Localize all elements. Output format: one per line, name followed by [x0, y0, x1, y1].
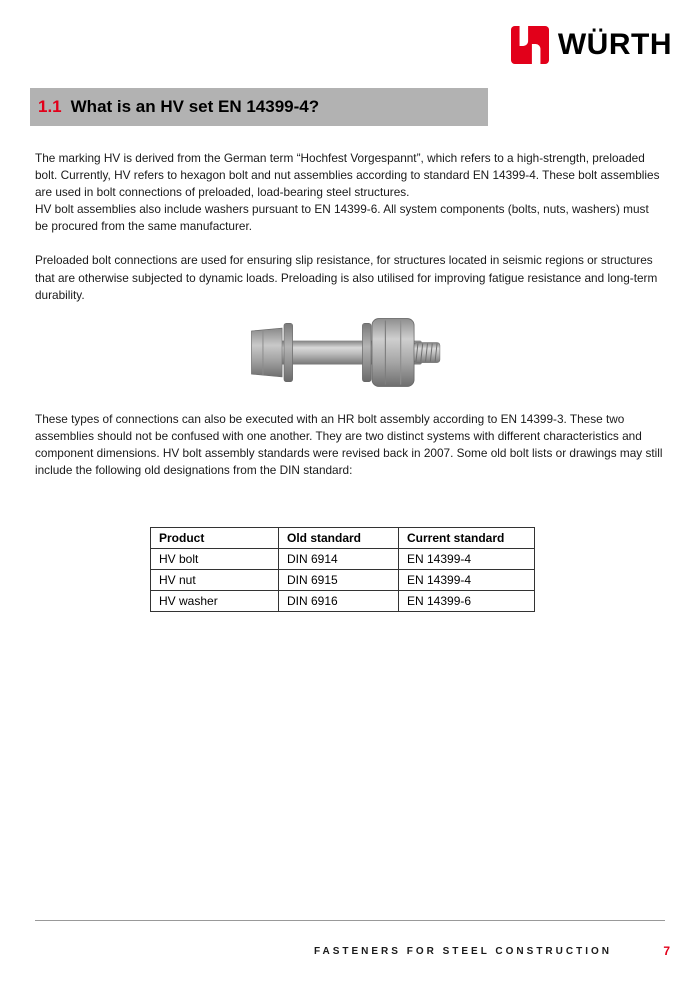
bolt-illustration	[240, 303, 460, 403]
table-cell-current-standard: EN 14399-4	[399, 549, 535, 570]
wuerth-logo-icon	[511, 26, 549, 64]
section-title: What is an HV set EN 14399-4?	[70, 97, 320, 116]
body-text-block-1	[35, 150, 665, 304]
wuerth-logo-text: WÜRTH	[557, 28, 672, 61]
paragraph-hv-definition: The marking HV is derived from the German term “Hochfest Vorgespannt”, which refers to a high-strength, preloaded bolt. Currently, HV refers to hexagon bolt and nut assemblies according to standard EN 14399-4. These bolt assemblies are used in bolt connections of preloaded, load-bearing steel structures.	[35, 151, 660, 200]
table-header-current-standard: Current standard	[399, 528, 535, 549]
paragraph-preloaded-connections: Preloaded bolt connections are used for ensuring slip resistance, for structures located in seismic regions or structures that are otherwise subjected to dynamic loads. Preloading is also utilised for improving fatigue resistance and long-term durability.	[35, 253, 658, 302]
paragraph-washers: HV bolt assemblies also include washers pursuant to EN 14399-6. All system components (bolts, nuts, washers) must be procured from the same manufacturer.	[35, 202, 649, 234]
section-number: 1.1	[38, 97, 62, 116]
table-header-row	[151, 528, 535, 549]
page-number: 7	[663, 944, 670, 958]
table-cell-current-standard: EN 14399-4	[399, 570, 535, 591]
section-header-bar	[30, 88, 488, 126]
body-text-block-2	[35, 411, 665, 479]
footer-divider	[35, 920, 665, 921]
table-row	[151, 570, 535, 591]
table-row	[151, 591, 535, 612]
table-cell-old-standard: DIN 6915	[279, 570, 399, 591]
footer-text: FASTENERS FOR STEEL CONSTRUCTION	[313, 946, 612, 957]
table-cell-product: HV bolt	[151, 549, 279, 570]
table-row	[151, 549, 535, 570]
table-header-product: Product	[151, 528, 279, 549]
hv-bolt-assembly-image	[240, 303, 460, 403]
table-cell-old-standard: DIN 6916	[279, 591, 399, 612]
standards-table	[150, 527, 535, 612]
wuerth-logo	[511, 26, 672, 64]
table-header-old-standard: Old standard	[279, 528, 399, 549]
table-cell-product: HV washer	[151, 591, 279, 612]
table-cell-current-standard: EN 14399-6	[399, 591, 535, 612]
table-cell-product: HV nut	[151, 570, 279, 591]
table-cell-old-standard: DIN 6914	[279, 549, 399, 570]
paragraph-hr-comparison: These types of connections can also be executed with an HR bolt assembly according to EN 14399-3. These two assemblies should not be confused with one another. They are two distinct systems with different characteristics and component dimensions. HV bolt assembly standards were revised back in 2007. Some old bolt lists or drawings may still include the following old designations from the DIN standard:	[35, 412, 663, 478]
